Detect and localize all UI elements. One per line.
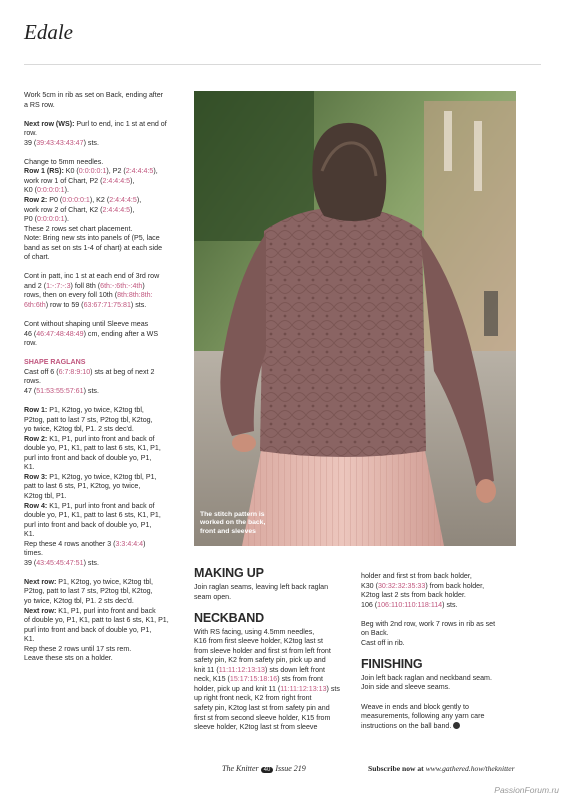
end-mark-icon (453, 722, 460, 729)
page-number: 40 (261, 767, 274, 773)
neckband-continued: holder and first st from back holder, K30 (30:32:32:35:33) from back holder, K2tog last 2 sts from back holder. 106 (106:110:110:118:114) sts. (361, 572, 485, 609)
subscribe-line: Subscribe now at www.gathered.how/theknitter (368, 764, 515, 773)
page-title: Edale (24, 20, 73, 44)
neckband-text: With RS facing, using 4.5mm needles, K16 from first sleeve holder, K2tog last st from sleeve holder and first st from left front safety pin, K2 from safety pin, pick up and knit 11 (11:11:12:13:13) sts down left front neck, K15 (15:17:15:18:16) sts from front holder, pick up and knit 11 (11:11:12:13:13) sts up right front neck, K2 from right front safety pin, K2tog last st from safety pin and first st from second sleeve holder, K15 from sleeve holder, K2tog last st from sleeve (194, 627, 340, 732)
final-rows: Next row: P1, K2tog, yo twice, K2tog tbl, P2tog, patt to last 7 sts, P2tog tbl, K2tog, yo twice, K2tog tbl, P1. 2 sts dec'd. Next row: K1, P1, purl into front and back of double yo, P1, K1, patt to last 6 sts, K1, P1, purl into front and back of double yo, P1, K1. Rep these 2 rows until 17 sts rem. Leave these sts on a holder. (24, 577, 169, 663)
left-column (24, 91, 189, 673)
rib-paragraph: Beg with 2nd row, work 7 rows in rib as set on Back. Cast off in rib. (361, 619, 496, 647)
neckband-heading: NECKBAND (194, 610, 264, 625)
shape-raglans-heading: SHAPE RAGLANS (24, 358, 86, 367)
subscribe-link[interactable]: www.gathered.how/theknitter (425, 764, 515, 773)
watermark: PassionForum.ru (494, 785, 559, 795)
continue-paragraph: Cont in patt, inc 1 st at each end of 3rd row and 2 (1:-:7:-:3) foll 8th (6th:-:6th:-:4th) rows, then on every foll 10th (8th:8th:8th: 6th:6th) row to 59 (63:67:71:75:81) sts. (24, 272, 160, 310)
finishing-text: Join left back raglan and neckband seam. Join side and sleeve seams. (361, 673, 492, 692)
finishing-heading: FINISHING (361, 656, 423, 671)
shape-raglans: SHAPE RAGLANS Cast off 6 (6:7:8:9:10) sts at beg of next 2 rows. 47 (51:53:55:57:61) sts. (24, 358, 155, 395)
making-up-text: Join raglan seams, leaving left back raglan seam open. (194, 583, 329, 601)
photo-caption: The stitch pattern is worked on the back, front and sleeves (200, 511, 266, 535)
making-up-heading: MAKING UP (194, 566, 264, 580)
header-divider (24, 64, 541, 65)
without-shaping: Cont without shaping until Sleeve meas 46 (46:47:48:48:49) cm, ending after a WS row. (24, 320, 159, 348)
rows-1-2: Change to 5mm needles. Row 1 (RS): K0 (0:0:0:0:1), P2 (2:4:4:4:5), work row 1 of Chart, P2 (2:4:4:4:5), K0 (0:0:0:0:1). Row 2: P0 (0:0:0:0:1), K2 (2:4:4:4:5), work row 2 of Chart, K2 (2:4:4:4:5), P0 (0:0:0:0:1). These 2 rows set chart placement. Note: Bring new sts into panels of (P5, lace band as set on sts 1-4 of chart) at each side of chart. (24, 157, 163, 262)
sweater-photo (194, 91, 516, 546)
right-column (361, 572, 531, 741)
intro-paragraph: Work 5cm in rib as set on Back, ending after a RS row. (24, 91, 164, 109)
next-row-ws: Next row (WS): Purl to end, inc 1 st at end of row. 39 (39:43:43:43:47) sts. (24, 119, 167, 147)
photo-illustration (194, 91, 516, 546)
weave-text: Weave in ends and block gently to measurements, following any yarn care instructions on the ball band. (361, 702, 485, 730)
raglan-rows: Row 1: P1, K2tog, yo twice, K2tog tbl, P2tog, patt to last 7 sts, P2tog tbl, K2tog, yo twice, K2tog tbl, P1. 2 sts dec'd. Row 2: K1, P1, purl into front and back of double yo, P1, K1, patt to last 6 sts, K1, P1, purl into front and back of double yo, P1, K1. Row 3: P1, K2tog, yo twice, K2tog tbl, P1, patt to last 6 sts, P1, K2tog, yo twice, K2tog tbl, P1. Row 4: K1, P1, purl into front and back of double yo, P1, K1, patt to last 6 sts, K1, P1, purl into front and back of double yo, P1, K1. Rep these 4 rows another 3 (3:3:4:4:4) times. 39 (43:45:45:47:51) sts. (24, 406, 161, 567)
middle-column (194, 567, 354, 742)
magazine-info: The Knitter 40 Issue 219 (222, 764, 306, 773)
